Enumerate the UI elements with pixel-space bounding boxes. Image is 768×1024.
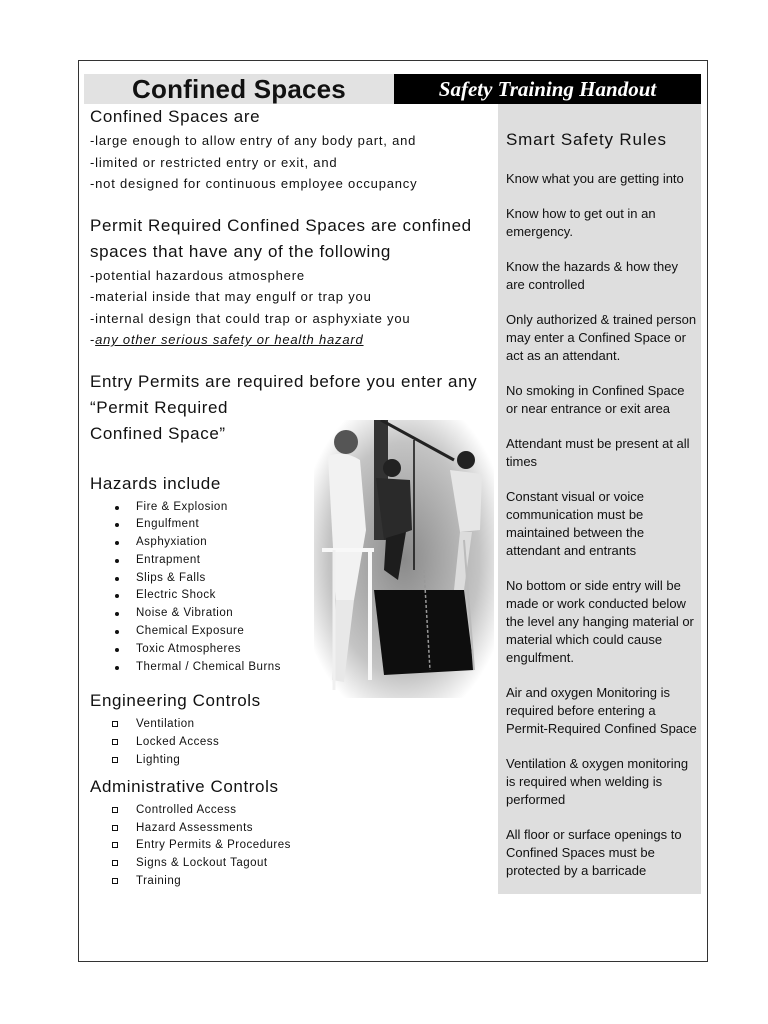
definition-item: -limited or restricted entry or exit, and [90,154,338,170]
square-bullet-icon [112,860,118,866]
sidebar-heading: Smart Safety Rules [506,130,667,149]
entry-permit-text: Confined Space” [90,423,226,443]
rule-item: No smoking in Confined Space or near entrance or exit area [506,383,685,416]
square-bullet-icon [112,825,118,831]
list-item: Entrapment [90,552,495,570]
definition-item: -not designed for continuous employee occupancy [90,176,418,191]
list-item: Entry Permits & Procedures [90,837,495,855]
rules-list [506,170,699,897]
permit-item: -internal design that could trap or asphyxiate you [90,310,411,326]
rule-item: Only authorized & trained person may enter a Confined Space or act as an attendant. [506,312,697,363]
permit-heading-cont: spaces that have any of the following [90,241,391,261]
subtitle-banner [394,74,701,104]
square-bullet-icon [112,757,118,763]
rule-item: Know the hazards & how they are controlled [506,259,678,292]
entry-permit-text: Entry Permits are required before you enter any [90,371,478,391]
square-bullet-icon [112,739,118,745]
confined-space-workers-photo [314,420,494,698]
bullet-icon [115,523,119,527]
engineering-heading: Engineering Controls [90,691,261,711]
bullet-icon [115,577,119,581]
rule-item: Constant visual or voice communication must be maintained between the attendant and entrants [506,489,645,558]
administrative-list [90,802,495,891]
bullet-icon [115,630,119,634]
rule-item: Know what you are getting into [506,171,684,186]
bullet-icon [115,506,119,510]
permit-item: -potential hazardous atmosphere [90,267,305,283]
square-bullet-icon [112,878,118,884]
bullet-icon [115,612,119,616]
page-title: Confined Spaces [132,73,346,104]
rule-item: Ventilation & oxygen monitoring is required when welding is performed [506,756,689,807]
list-item: Noise & Vibration [90,605,495,623]
square-bullet-icon [112,842,118,848]
page-subtitle: Safety Training Handout [438,76,657,101]
definition-item: -large enough to allow entry of any body part, and [90,133,417,148]
list-item: Electric Shock [90,587,495,605]
administrative-heading: Administrative Controls [90,776,279,796]
list-item: Training [90,873,495,891]
title-banner [84,74,394,104]
rule-item: No bottom or side entry will be made or work conducted below the level any hanging material or material which could cause engulfment. [506,578,694,665]
serious-hazard-text: any other serious safety or health hazard [95,332,364,347]
list-item: Engulfment [90,516,495,534]
list-item: Lighting [90,752,495,770]
definition-heading: Confined Spaces are [90,107,261,126]
rule-item: All floor or surface openings to Confined Spaces must be protected by a barricade [506,827,682,878]
list-item: Toxic Atmospheres [90,641,495,659]
square-bullet-icon [112,721,118,727]
smart-safety-rules-panel [498,104,701,894]
list-item: Locked Access [90,734,495,752]
engineering-list [90,716,495,769]
list-item: Fire & Explosion [90,499,495,517]
list-item: Signs & Lockout Tagout [90,855,495,873]
square-bullet-icon [112,807,118,813]
rule-item: Attendant must be present at all times [506,436,690,469]
rule-item: Know how to get out in an emergency. [506,206,656,239]
bullet-icon [115,594,119,598]
entry-permit-text: “Permit Required [90,397,229,417]
list-item: Hazard Assessments [90,820,495,838]
hazards-heading: Hazards include [90,473,221,493]
rule-item: Air and oxygen Monitoring is required before entering a Permit-Required Confined Space [506,685,697,736]
list-item: Thermal / Chemical Burns [90,659,495,677]
bullet-icon [115,666,119,670]
list-item: Chemical Exposure [90,623,495,641]
list-item: Ventilation [90,716,495,734]
bullet-icon [115,559,119,563]
permit-heading: Permit Required Confined Spaces are confined [90,215,472,235]
permit-item: -any other serious safety or health hazard [90,332,364,347]
bullet-icon [115,648,119,652]
bullet-icon [115,541,119,545]
list-item: Controlled Access [90,802,495,820]
list-item: Asphyxiation [90,534,495,552]
list-item: Slips & Falls [90,570,495,588]
permit-item: -material inside that may engulf or trap you [90,289,372,304]
